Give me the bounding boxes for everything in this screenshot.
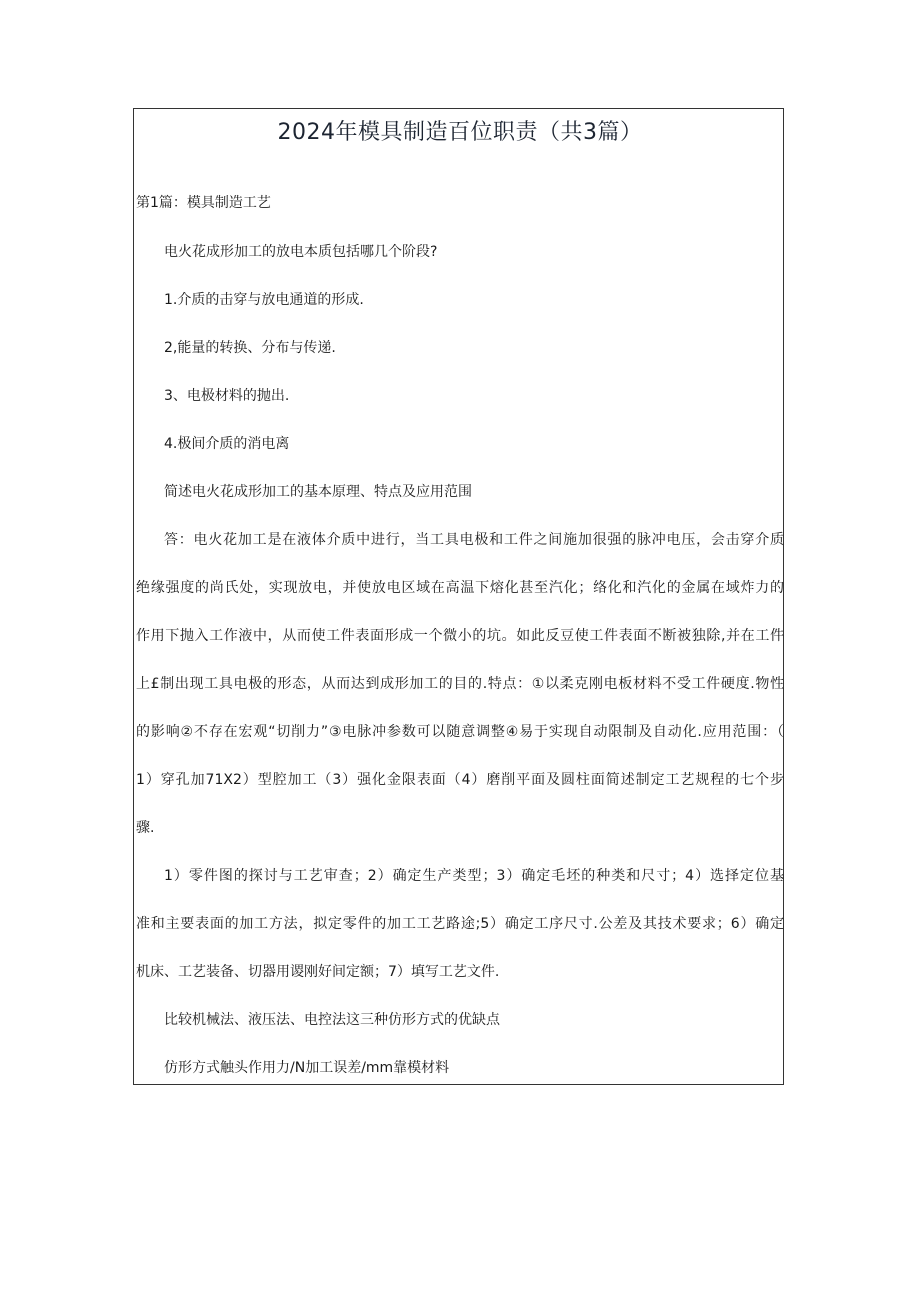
answer-line-7: 骤.: [136, 820, 155, 836]
question-principle: 简述电火花成形加工的基本原理、特点及应用范围: [164, 484, 472, 500]
stage-4: 4.极间介质的消电离: [164, 436, 290, 452]
answer-line-6: 1）穿孔加71X2）型腔加工（3）强化金限表面（4）磨削平面及圆柱面简述制定工艺规程的七个步: [136, 772, 784, 788]
answer-line-3: 作用下抛入工作液中，从而使工件表面形成一个微小的坑。如此反豆使工件表面不断被独除,并在工件: [136, 628, 784, 644]
steps-line-3: 机床、工艺装备、切器用谡刚好间定额；7）填写工艺文件.: [136, 964, 500, 980]
table-header-line: 仿形方式触头作用力/N加工误差/mm靠模材料: [164, 1060, 450, 1076]
document-title: 2024年模具制造百位职责（共3篇）: [277, 120, 643, 145]
stage-1: 1.介质的击穿与放电通道的形成.: [164, 292, 364, 308]
steps-line-1: 1）零件图的探讨与工艺审查；2）确定生产类型；3）确定毛坯的种类和尺寸；4）选择定位基: [164, 868, 784, 884]
answer-line-5: 的影响②不存在宏观“切削力”③电脉冲参数可以随意调整④易于实现自动限制及自动化.应用范围：（: [136, 724, 784, 740]
steps-line-2: 准和主要表面的加工方法，拟定零件的加工工艺路途;5）确定工序尺寸.公差及其技术要求；6）确定: [136, 916, 784, 932]
answer-line-1: 答：电火花加工是在液体介质中进行，当工具电极和工件之间施加很强的脉冲电压，会击穿介质: [164, 532, 784, 548]
question-comparison: 比较机械法、液压法、电控法这三种仿形方式的优缺点: [164, 1012, 500, 1028]
stage-3: 3、电极材料的抛出.: [164, 388, 290, 404]
question-discharge-stages: 电火花成形加工的放电本质包括哪几个阶段?: [164, 244, 438, 260]
stage-2: 2,能量的转换、分布与传递.: [164, 340, 336, 356]
answer-line-4: 上£制出现工具电极的形态，从而达到成形加工的目的.特点：①以柔克刚电板材料不受工件硬度.物性: [136, 676, 784, 692]
answer-line-2: 绝缘强度的尚氏处，实现放电，并使放电区域在高温下熔化甚至汽化；络化和汽化的金属在域炸力的: [136, 580, 784, 596]
section-heading: 第1篇：模具制造工艺: [136, 195, 271, 211]
